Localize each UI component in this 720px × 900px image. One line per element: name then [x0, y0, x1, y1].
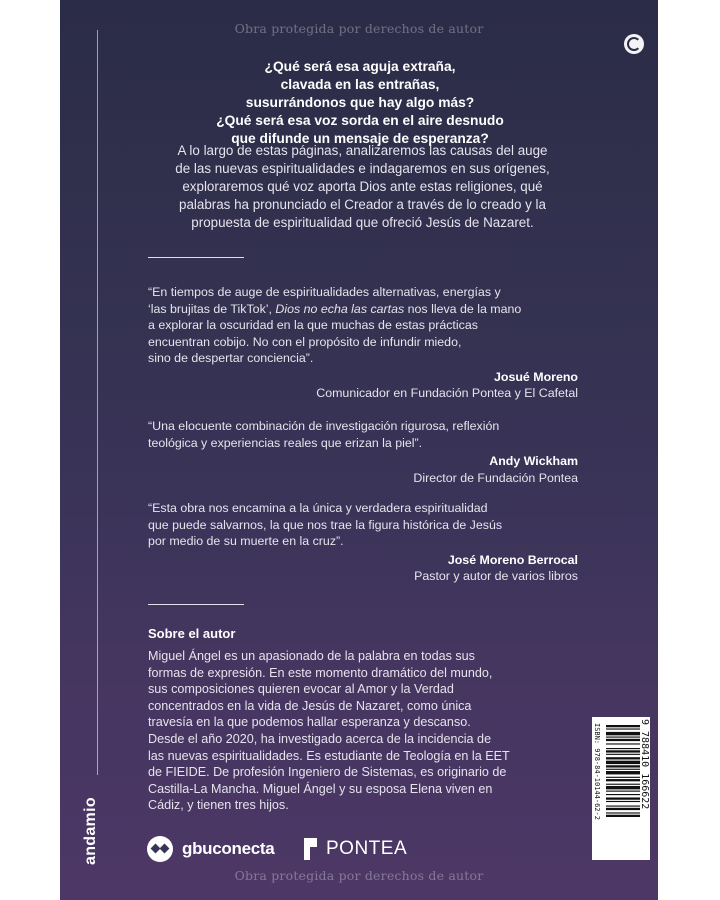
intro-question-line: ¿Qué será esa voz sorda en el aire desnudo [216, 113, 504, 128]
quote-line: que puede salvarnos, la que nos trae la figura histórica de Jesús [148, 517, 503, 532]
intro-paragraph-line: A lo largo de estas páginas, analizaremos las causas del auge [177, 143, 548, 158]
quote-line: “Esta obra nos encamina a la única y verdadera espiritualidad [148, 501, 488, 515]
quote-line-tail: nos lleva de la mano [404, 301, 522, 316]
book-back-cover [60, 0, 658, 900]
pontea-text: PONTEA [326, 838, 408, 859]
about-line: las nuevas espiritualidades. Es estudiante de Teología en la EET [148, 748, 510, 763]
watermark-bottom: Obra protegida por derechos de autor [234, 868, 484, 883]
intro-question-line: ¿Qué será esa aguja extraña, [264, 59, 456, 74]
about-line: travesía en la que podemos hallar esperanza y descanso. [148, 715, 471, 730]
intro-paragraph-line: de las nuevas espiritualidades e indagaremos en sus orígenes, [175, 161, 550, 176]
quote-author-role: Pastor y autor de varios libros [414, 569, 578, 583]
quote-line: teológica y experiencias reales que erizan la piel”. [148, 435, 423, 450]
gbuconecta-logo [146, 835, 274, 863]
book-title: Dios no echa las cartas [275, 301, 405, 316]
gbuconecta-mark-icon [146, 835, 174, 863]
about-line: Desde el año 2020, ha investigado acerca de la incidencia de [148, 732, 492, 746]
quote-line-start: ‘las brujitas de TikTok’, [148, 301, 276, 316]
isbn-number: ISBN: 978-84-10144-62-2 [593, 723, 601, 820]
publisher-name-andamio: andamio [82, 797, 99, 865]
intro-paragraph-line: exploraremos qué voz aporta Dios ante estas religiones, qué [182, 179, 543, 194]
intro-paragraph [140, 142, 585, 232]
intro-questions [140, 58, 580, 148]
endorsement-quote [148, 284, 578, 402]
section-divider [148, 257, 244, 258]
about-author-paragraph [148, 648, 588, 731]
quote-author: José Moreno Berrocal [447, 552, 578, 567]
pontea-mark-icon [304, 838, 322, 860]
quote-author-role: Comunicador en Fundación Pontea y El Cafetal [316, 386, 578, 400]
quote-line: “Una elocuente combinación de investigación rigurosa, reflexión [148, 419, 500, 433]
quote-author: Andy Wickham [489, 454, 578, 468]
about-line: concentrados en la vida de Jesús de Nazaret, como única [148, 698, 472, 713]
quote-line: a explorar la oscuridad en la que muchas de estas prácticas [148, 318, 478, 332]
quote-line: sino de despertar conciencia”. [148, 351, 314, 365]
gbuconecta-text: gbuconecta [182, 839, 275, 858]
isbn-barcode [592, 717, 650, 860]
intro-question-line: clavada en las entrañas, [280, 77, 440, 92]
endorsement-quote [148, 500, 578, 585]
quote-line: encuentran cobijo. No con el propósito de infundir miedo, [148, 334, 462, 349]
about-author-paragraph [148, 731, 588, 814]
about-line: de FIEIDE. De profesión Ingeniero de Sistemas, es originario de [148, 765, 507, 780]
intro-question-line: que difunde un mensaje de esperanza? [231, 131, 489, 146]
quote-author: Josué Moreno [494, 369, 578, 384]
quote-line: “En tiempos de auge de espiritualidades alternativas, energías y [148, 285, 501, 299]
about-line: Miguel Ángel es un apasionado de la palabra en todas sus [148, 649, 475, 663]
quote-line: por medio de su muerte en la cruz”. [148, 534, 344, 548]
about-line: sus composiciones quieren evocar al Amor y la Verdad [148, 682, 454, 697]
intro-paragraph-line: propuesta de espiritualidad que ofreció Jesús de Nazaret. [191, 215, 534, 230]
quote-line [148, 301, 578, 318]
watermark-top: Obra protegida por derechos de autor [234, 21, 484, 36]
endorsement-quote [148, 418, 578, 486]
section-divider [148, 604, 244, 605]
about-line: Castilla-La Mancha. Miguel Ángel y su esposa Elena viven en [148, 781, 493, 796]
publisher-emblem-icon [624, 34, 644, 54]
about-author-heading: Sobre el autor [148, 626, 236, 641]
quote-author-role: Director de Fundación Pontea [413, 470, 578, 485]
intro-paragraph-line: palabras ha pronunciado el Creador a través de lo creado y la [179, 197, 546, 212]
about-line: formas de expresión. En este momento dramático del mundo, [148, 665, 493, 680]
intro-question-line: susurrándonos que hay algo más? [245, 95, 475, 110]
pontea-logo [304, 838, 407, 860]
about-line: Cádiz, y tienen tres hijos. [148, 798, 289, 813]
ean-number: 9 788410 166622 [639, 719, 650, 810]
vertical-rule [97, 30, 98, 775]
